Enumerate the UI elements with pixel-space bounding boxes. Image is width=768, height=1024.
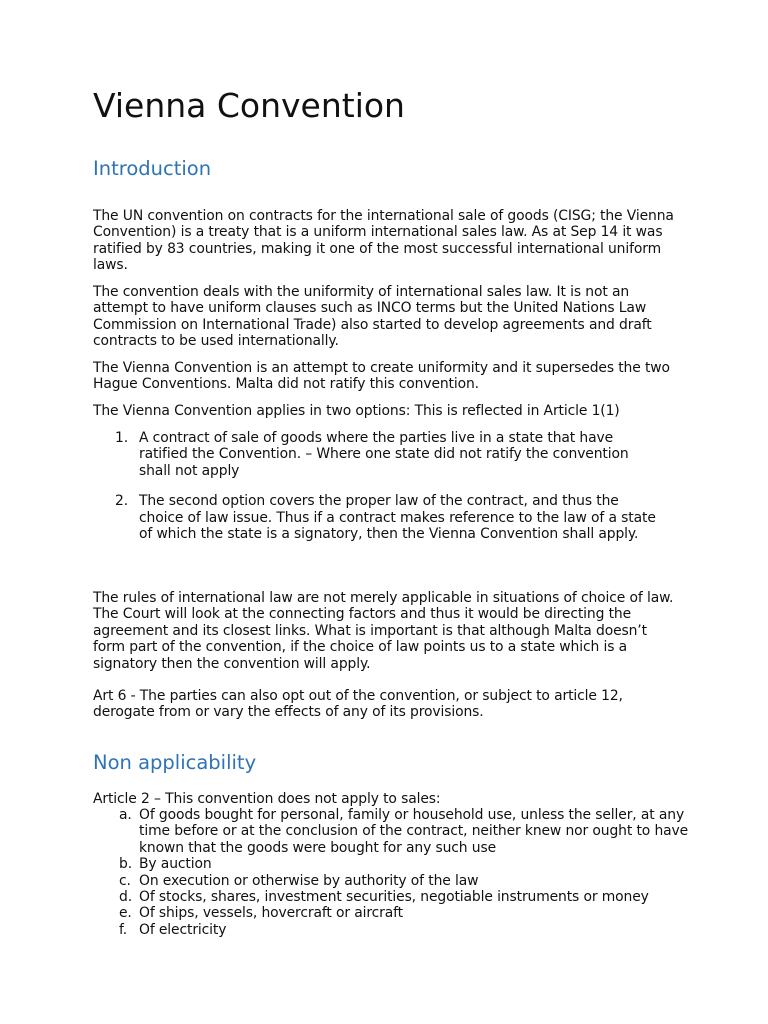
list-marker: d. xyxy=(119,889,132,906)
list-item xyxy=(93,905,699,921)
document-title: Vienna Convention xyxy=(93,86,405,125)
paragraph-art-6: Art 6 - The parties can also opt out of the convention, or subject to article 12, derogate from or vary the effects of any of its provisions. xyxy=(93,688,623,721)
paragraph-article-2: Article 2 – This convention does not apply to sales: xyxy=(93,791,441,807)
list-item-text: Of electricity xyxy=(139,921,227,938)
list-item xyxy=(93,807,699,856)
list-item xyxy=(93,430,659,479)
list-item xyxy=(93,856,699,872)
list-item xyxy=(93,889,699,905)
list-marker: a. xyxy=(119,807,132,823)
exclusions-list xyxy=(93,807,689,938)
paragraph-cisg-definition: The UN convention on contracts for the international sale of goods (CISG; the Vienna Convention) is a treaty that is a uniform international sales law. As at Sep 14 it was ratified by 83 countries, making it one of the most successful international uniform laws. xyxy=(93,208,674,274)
section-heading-introduction: Introduction xyxy=(93,157,212,180)
list-marker: c. xyxy=(119,872,131,889)
section-heading-non-applicability: Non applicability xyxy=(93,751,257,774)
list-marker: 1. xyxy=(115,430,129,446)
list-item xyxy=(93,493,659,542)
list-item-text: A contract of sale of goods where the parties live in a state that have ratified the Convention. – Where one state did not ratify the convention shall not apply xyxy=(139,430,629,479)
list-item-text: By auction xyxy=(139,856,212,873)
list-item-text: The second option covers the proper law of the contract, and thus the choice of law issue. Thus if a contract makes reference to the law of a state of which the state is a signatory, then the Vienna Convention shall apply. xyxy=(139,493,656,543)
paragraph-uniformity: The convention deals with the uniformity of international sales law. It is not an attempt to have uniform clauses such as INCO terms but the United Nations Law Commission on International Trade) also started to develop agreements and draft contracts to be used internationally. xyxy=(93,284,652,350)
options-list xyxy=(93,430,683,542)
list-marker: f. xyxy=(119,921,128,938)
list-marker: e. xyxy=(119,905,132,922)
paragraph-rules-of-international-law: The rules of international law are not merely applicable in situations of choice of law. The Court will look at the connecting factors and thus it would be directing the agreement and its closest links. What is important is that although Malta doesn’t form part of the convention, if the choice of law points us to a state which is a signatory then the convention will apply. xyxy=(93,590,674,672)
list-item xyxy=(93,873,699,889)
list-marker: b. xyxy=(119,856,132,873)
list-item-text: On execution or otherwise by authority of the law xyxy=(139,872,479,889)
paragraph-hague-conventions: The Vienna Convention is an attempt to create uniformity and it supersedes the two Hague Conventions. Malta did not ratify this convention. xyxy=(93,360,670,393)
list-marker: 2. xyxy=(115,493,129,510)
list-item-text: Of stocks, shares, investment securities, negotiable instruments or money xyxy=(139,889,649,906)
paragraph-article-1: The Vienna Convention applies in two options: This is reflected in Article 1(1) xyxy=(93,403,620,419)
list-item xyxy=(93,922,699,938)
list-item-text: Of goods bought for personal, family or household use, unless the seller, at any time before or at the conclusion of the contract, neither knew nor ought to have known that the goods were bought for any such use xyxy=(139,807,689,856)
list-item-text: Of ships, vessels, hovercraft or aircraft xyxy=(139,905,404,922)
